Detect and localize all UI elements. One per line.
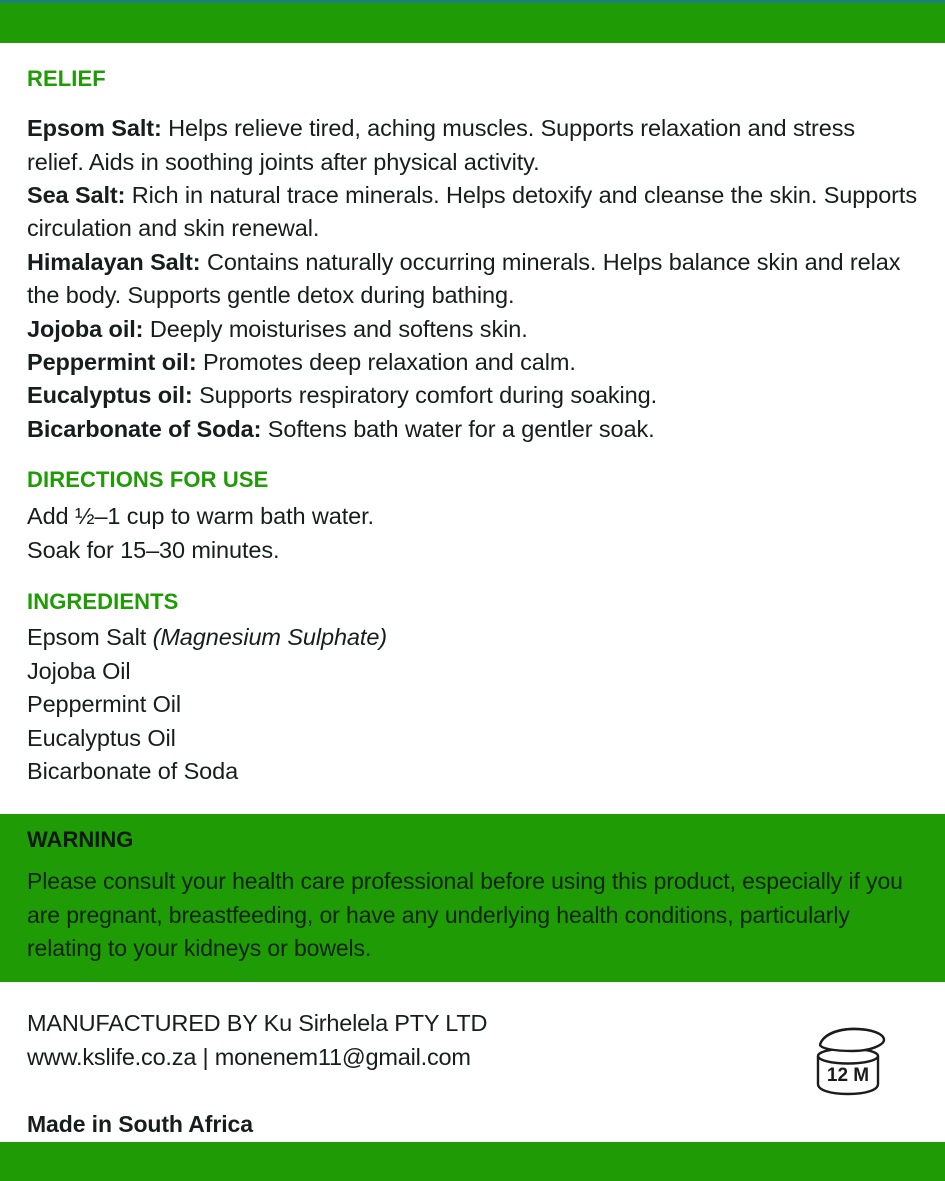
contact-line: www.kslife.co.za | monenem11@gmail.com [27,1043,471,1070]
directions-line: Soak for 15–30 minutes. [27,536,280,563]
directions-section [0,446,945,567]
benefit-item [27,313,918,346]
benefit-description: Helps relieve tired, aching muscles. Supports relaxation and stress relief. Aids in soothing joints after physical activity. [27,115,856,175]
benefit-description: Contains naturally occurring minerals. Helps balance skin and relax the body. Supports gentle detox during bathing. [27,248,901,309]
directions-list [27,500,918,567]
benefit-name: Bicarbonate of Soda: [27,415,262,442]
ingredients-list [27,621,918,789]
label-body [0,43,945,1142]
benefit-description: Softens bath water for a gentler soak. [261,415,655,442]
benefit-list [27,112,918,446]
benefit-item [27,379,918,412]
manufacturer-line: MANUFACTURED BY Ku Sirhelela PTY LTD [27,1009,488,1036]
benefit-name: Epsom Salt: [27,115,162,142]
benefit-item [27,246,918,313]
ingredients-section [0,567,945,789]
benefit-name: Jojoba oil: [27,315,144,342]
benefit-name: Himalayan Salt: [27,248,201,275]
benefit-description: Supports respiratory comfort during soaking. [192,382,658,409]
benefit-description: Promotes deep relaxation and calm. [196,349,576,376]
ingredient-item [27,655,918,689]
relief-section [0,43,945,446]
benefit-name: Sea Salt: [27,182,126,208]
benefit-item [27,112,918,179]
benefit-item [27,179,918,246]
directions-line: Add ½–1 cup to warm bath water. [27,503,374,530]
ingredient-item [27,688,918,722]
made-in-line: Made in South Africa [27,1110,253,1137]
footer-area [0,982,945,1142]
benefit-name: Peppermint oil: [27,349,197,376]
pao-symbol-icon [810,1026,894,1103]
ingredient-name: Bicarbonate of Soda [27,758,239,785]
benefit-name: Eucalyptus oil: [27,382,193,409]
relief-heading: RELIEF [27,66,106,91]
pao-value-text: 12 M [826,1064,870,1086]
ingredient-note: (Magnesium Sulphate) [152,624,388,651]
ingredient-name: Peppermint Oil [27,691,182,718]
footer-text-block [27,1006,487,1138]
top-green-band [0,3,945,43]
ingredient-name: Jojoba Oil [27,657,131,684]
ingredient-name: Eucalyptus Oil [27,724,176,751]
benefit-description: Deeply moisturises and softens skin. [143,315,528,342]
warning-text: Please consult your health care professional before using this product, especially if you are pregnant, breastfeeding, or have any underlying health conditions, particularly relating to your kidneys or bowels. [27,868,903,962]
benefit-item [27,346,918,379]
warning-heading: WARNING [27,826,134,852]
benefit-item [27,413,918,446]
ingredient-item [27,722,918,756]
bottom-green-band [0,1142,945,1181]
ingredient-item [27,621,918,655]
benefit-description: Rich in natural trace minerals. Helps detoxify and cleanse the skin. Supports circulation and skin renewal. [27,182,917,242]
warning-band [0,814,945,982]
ingredient-item [27,755,918,789]
ingredient-name: Epsom Salt [27,624,153,651]
ingredients-heading: INGREDIENTS [27,589,179,615]
directions-heading: DIRECTIONS FOR USE [27,467,269,493]
